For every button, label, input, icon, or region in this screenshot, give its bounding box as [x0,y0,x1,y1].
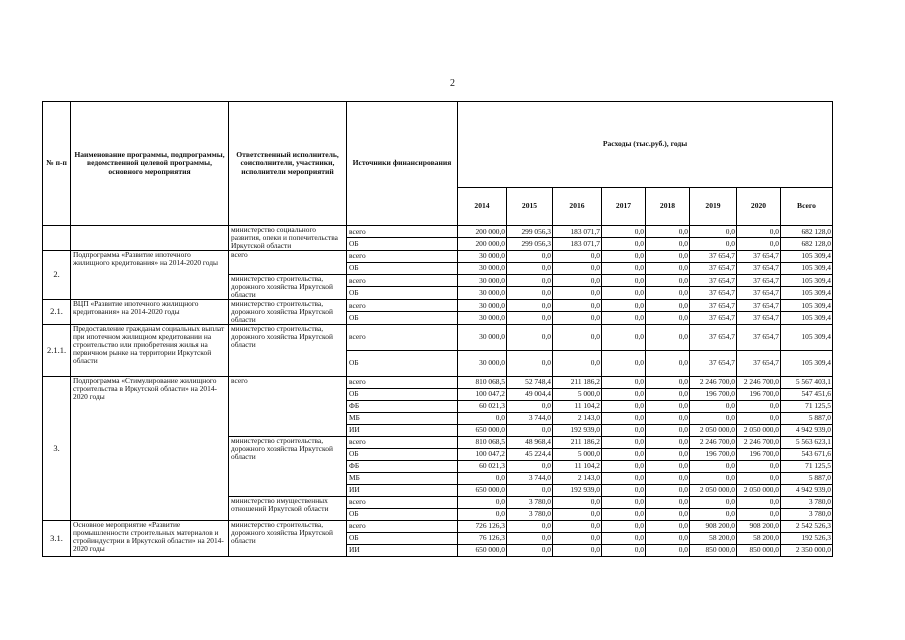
amount-cell: 2 542 526,3 [781,520,833,532]
amount-cell: 0,0 [602,250,646,262]
funding-source: ИИ [347,484,458,496]
amount-cell: 0,0 [646,287,690,299]
amount-cell: 196 700,0 [737,448,781,460]
amount-cell: 5 567 403,1 [781,376,833,388]
header-year: 2017 [602,188,646,226]
amount-cell: 105 309,4 [781,350,833,376]
funding-source: ОБ [347,262,458,274]
amount-cell: 37 654,7 [690,350,737,376]
funding-source: всего [347,274,458,286]
amount-cell: 0,0 [602,299,646,311]
program-name [71,226,229,251]
amount-cell: 908 200,0 [690,520,737,532]
amount-cell: 682 128,0 [781,226,833,238]
amount-cell: 0,0 [507,262,553,274]
amount-cell: 0,0 [602,238,646,250]
header-funding-source: Источники финансирования [347,102,458,226]
amount-cell: 48 968,4 [507,436,553,448]
amount-cell: 0,0 [646,424,690,436]
amount-cell: 0,0 [646,376,690,388]
amount-cell: 2 246 700,0 [737,436,781,448]
amount-cell: 2 050 000,0 [690,424,737,436]
amount-cell: 3 780,0 [507,508,553,520]
amount-cell: 5 887,0 [781,412,833,424]
page-number: 2 [450,78,455,89]
funding-source: ОБ [347,312,458,324]
funding-source: ИИ [347,544,458,556]
amount-cell: 0,0 [602,262,646,274]
funding-source: ОБ [347,448,458,460]
header-year: Всего [781,188,833,226]
amount-cell: 650 000,0 [458,544,507,556]
amount-cell: 37 654,7 [737,262,781,274]
amount-cell: 0,0 [507,350,553,376]
amount-cell: 192 939,0 [553,484,602,496]
funding-source: всего [347,436,458,448]
amount-cell: 37 654,7 [690,262,737,274]
funding-source: всего [347,520,458,532]
amount-cell: 0,0 [737,460,781,472]
funding-source: всего [347,496,458,508]
amount-cell: 30 000,0 [458,299,507,311]
amount-cell: 37 654,7 [737,312,781,324]
amount-cell: 0,0 [737,496,781,508]
amount-cell: 0,0 [602,376,646,388]
amount-cell: 547 451,6 [781,388,833,400]
amount-cell: 30 000,0 [458,350,507,376]
amount-cell: 0,0 [507,400,553,412]
amount-cell: 0,0 [602,460,646,472]
amount-cell: 543 671,6 [781,448,833,460]
executor-name: министерство строительства, дорожного хозяйства Иркутской области [229,274,347,299]
amount-cell: 60 021,3 [458,460,507,472]
amount-cell: 299 056,3 [507,226,553,238]
header-year: 2018 [646,188,690,226]
header-num: № п-п [43,102,71,226]
amount-cell: 58 200,0 [690,532,737,544]
amount-cell: 0,0 [646,460,690,472]
executor-name: министерство строительства, дорожного хозяйства Иркутской области [229,324,347,376]
amount-cell: 196 700,0 [690,448,737,460]
amount-cell: 30 000,0 [458,312,507,324]
amount-cell: 0,0 [602,508,646,520]
program-name: Подпрограмма «Стимулирование жилищного строительства в Иркутской области» на 2014-2020 годы [71,376,229,520]
amount-cell: 0,0 [690,400,737,412]
amount-cell: 37 654,7 [690,250,737,262]
amount-cell: 49 004,4 [507,388,553,400]
amount-cell: 192 939,0 [553,424,602,436]
amount-cell: 100 047,2 [458,388,507,400]
amount-cell: 0,0 [553,508,602,520]
funding-source: ОБ [347,532,458,544]
table-row [43,299,833,311]
amount-cell: 4 942 939,0 [781,424,833,436]
header-expenses: Расходы (тыс.руб.), годы [458,102,833,188]
amount-cell: 0,0 [690,508,737,520]
header-year: 2014 [458,188,507,226]
amount-cell: 682 128,0 [781,238,833,250]
amount-cell: 60 021,3 [458,400,507,412]
header-executor: Ответственный исполнитель, соисполнители, участники, исполнители мероприятий [229,102,347,226]
amount-cell: 0,0 [458,508,507,520]
amount-cell: 45 224,4 [507,448,553,460]
amount-cell: 5 000,0 [553,448,602,460]
table-header [43,102,833,226]
funding-source: всего [347,324,458,350]
amount-cell: 908 200,0 [737,520,781,532]
amount-cell: 211 186,2 [553,436,602,448]
amount-cell: 37 654,7 [690,312,737,324]
amount-cell: 37 654,7 [737,350,781,376]
amount-cell: 3 744,0 [507,412,553,424]
amount-cell: 0,0 [553,250,602,262]
amount-cell: 0,0 [646,226,690,238]
amount-cell: 0,0 [602,388,646,400]
amount-cell: 0,0 [507,484,553,496]
amount-cell: 850 000,0 [690,544,737,556]
amount-cell: 11 104,2 [553,400,602,412]
amount-cell: 0,0 [690,472,737,484]
amount-cell: 0,0 [646,350,690,376]
funding-source: ИИ [347,424,458,436]
amount-cell: 2 050 000,0 [737,484,781,496]
amount-cell: 30 000,0 [458,287,507,299]
amount-cell: 5 000,0 [553,388,602,400]
amount-cell: 2 050 000,0 [737,424,781,436]
amount-cell: 650 000,0 [458,424,507,436]
amount-cell: 105 309,4 [781,287,833,299]
amount-cell: 0,0 [553,312,602,324]
executor-name: министерство строительства, дорожного хозяйства Иркутской области [229,436,347,496]
amount-cell: 52 748,4 [507,376,553,388]
program-name: Основное мероприятие «Развитие промышленности строительных материалов и стройиндустрии в Иркутской области» на 2014-2020 годы [71,520,229,556]
amount-cell: 0,0 [553,520,602,532]
amount-cell: 100 047,2 [458,448,507,460]
program-name: Предоставление гражданам социальных выплат при ипотечном жилищном кредитовании на строительство или приобретения жилья на первичном рынке на территории Иркутской области [71,324,229,376]
amount-cell: 0,0 [690,460,737,472]
header-program-name: Наименование программы, подпрограммы, ведомственной целевой программы, основного мероприятия [71,102,229,226]
amount-cell: 0,0 [602,324,646,350]
amount-cell: 0,0 [553,350,602,376]
amount-cell: 200 000,0 [458,238,507,250]
amount-cell: 71 125,5 [781,400,833,412]
amount-cell: 0,0 [737,472,781,484]
amount-cell: 0,0 [646,250,690,262]
amount-cell: 0,0 [553,496,602,508]
amount-cell: 2 050 000,0 [690,484,737,496]
amount-cell: 4 942 939,0 [781,484,833,496]
amount-cell: 0,0 [602,496,646,508]
funding-source: всего [347,250,458,262]
funding-source: МБ [347,472,458,484]
amount-cell: 0,0 [646,448,690,460]
amount-cell: 37 654,7 [737,274,781,286]
amount-cell: 0,0 [646,388,690,400]
amount-cell: 0,0 [646,484,690,496]
funding-source: всего [347,226,458,238]
amount-cell: 0,0 [646,238,690,250]
amount-cell: 0,0 [507,312,553,324]
amount-cell: 0,0 [602,424,646,436]
amount-cell: 0,0 [602,520,646,532]
amount-cell: 183 071,7 [553,238,602,250]
amount-cell: 0,0 [690,238,737,250]
amount-cell: 0,0 [646,532,690,544]
amount-cell: 37 654,7 [690,274,737,286]
amount-cell: 0,0 [737,412,781,424]
amount-cell: 0,0 [507,424,553,436]
amount-cell: 0,0 [507,532,553,544]
amount-cell: 0,0 [602,544,646,556]
row-number [43,226,71,251]
amount-cell: 0,0 [602,350,646,376]
amount-cell: 30 000,0 [458,274,507,286]
amount-cell: 0,0 [646,324,690,350]
amount-cell: 71 125,5 [781,460,833,472]
amount-cell: 0,0 [553,262,602,274]
amount-cell: 0,0 [458,412,507,424]
amount-cell: 200 000,0 [458,226,507,238]
amount-cell: 0,0 [602,532,646,544]
amount-cell: 0,0 [602,484,646,496]
program-name: ВЦП «Развитие ипотечного жилищного кредитования» на 2014-2020 годы [71,299,229,324]
header-year: 2020 [737,188,781,226]
funding-source: ФБ [347,460,458,472]
row-number: 3.1. [43,520,71,556]
amount-cell: 37 654,7 [737,299,781,311]
funding-source: ОБ [347,238,458,250]
amount-cell: 105 309,4 [781,250,833,262]
amount-cell: 2 246 700,0 [690,436,737,448]
amount-cell: 0,0 [553,544,602,556]
amount-cell: 0,0 [602,400,646,412]
amount-cell: 0,0 [507,460,553,472]
amount-cell: 0,0 [646,472,690,484]
table-row [43,520,833,532]
header-year: 2019 [690,188,737,226]
amount-cell: 3 780,0 [507,496,553,508]
amount-cell: 0,0 [646,262,690,274]
amount-cell: 650 000,0 [458,484,507,496]
amount-cell: 0,0 [602,472,646,484]
amount-cell: 810 068,5 [458,376,507,388]
funding-source: ОБ [347,287,458,299]
funding-source: всего [347,299,458,311]
amount-cell: 0,0 [507,324,553,350]
amount-cell: 30 000,0 [458,250,507,262]
amount-cell: 37 654,7 [737,287,781,299]
header-year: 2015 [507,188,553,226]
table-row [43,376,833,388]
funding-source: всего [347,376,458,388]
amount-cell: 3 744,0 [507,472,553,484]
amount-cell: 810 068,5 [458,436,507,448]
amount-cell: 37 654,7 [690,324,737,350]
amount-cell: 58 200,0 [737,532,781,544]
amount-cell: 0,0 [553,274,602,286]
funding-source: ФБ [347,400,458,412]
amount-cell: 0,0 [602,312,646,324]
amount-cell: 105 309,4 [781,324,833,350]
expenses-table [42,101,833,557]
header-year: 2016 [553,188,602,226]
table-row [43,324,833,350]
amount-cell: 0,0 [507,520,553,532]
amount-cell: 3 780,0 [781,496,833,508]
funding-source: ОБ [347,508,458,520]
row-number: 2. [43,250,71,299]
amount-cell: 0,0 [646,312,690,324]
amount-cell: 0,0 [458,472,507,484]
amount-cell: 37 654,7 [690,287,737,299]
executor-name: всего [229,376,347,436]
amount-cell: 0,0 [690,412,737,424]
amount-cell: 0,0 [737,400,781,412]
amount-cell: 850 000,0 [737,544,781,556]
amount-cell: 0,0 [737,226,781,238]
amount-cell: 0,0 [737,508,781,520]
amount-cell: 37 654,7 [737,250,781,262]
amount-cell: 0,0 [646,400,690,412]
table-row [43,226,833,238]
amount-cell: 0,0 [690,496,737,508]
amount-cell: 0,0 [646,274,690,286]
amount-cell: 0,0 [602,226,646,238]
amount-cell: 211 186,2 [553,376,602,388]
amount-cell: 0,0 [602,436,646,448]
executor-name: всего [229,250,347,274]
executor-name: министерство социального развития, опеки и попечительства Иркутской области [229,226,347,251]
amount-cell: 0,0 [602,448,646,460]
program-name: Подпрограмма «Развитие ипотечного жилищного кредитования» на 2014-2020 годы [71,250,229,299]
executor-name: министерство имущественных отношений Иркутской области [229,496,347,520]
row-number: 2.1.1. [43,324,71,376]
amount-cell: 2 246 700,0 [690,376,737,388]
amount-cell: 37 654,7 [737,324,781,350]
amount-cell: 105 309,4 [781,312,833,324]
funding-source: ОБ [347,388,458,400]
amount-cell: 0,0 [646,544,690,556]
amount-cell: 0,0 [602,412,646,424]
amount-cell: 0,0 [458,496,507,508]
funding-source: ОБ [347,350,458,376]
amount-cell: 299 056,3 [507,238,553,250]
executor-name: министерство строительства, дорожного хозяйства Иркутской области [229,520,347,556]
amount-cell: 37 654,7 [690,299,737,311]
amount-cell: 0,0 [553,287,602,299]
amount-cell: 0,0 [737,238,781,250]
amount-cell: 0,0 [507,274,553,286]
amount-cell: 0,0 [507,544,553,556]
amount-cell: 0,0 [553,324,602,350]
amount-cell: 0,0 [690,226,737,238]
amount-cell: 196 700,0 [737,388,781,400]
amount-cell: 0,0 [507,299,553,311]
amount-cell: 30 000,0 [458,262,507,274]
amount-cell: 11 104,2 [553,460,602,472]
amount-cell: 3 780,0 [781,508,833,520]
amount-cell: 0,0 [646,508,690,520]
amount-cell: 0,0 [602,274,646,286]
amount-cell: 30 000,0 [458,324,507,350]
row-number: 3. [43,376,71,520]
amount-cell: 0,0 [646,496,690,508]
executor-name: министерство строительства, дорожного хозяйства Иркутской области [229,299,347,324]
amount-cell: 76 126,3 [458,532,507,544]
amount-cell: 0,0 [646,436,690,448]
amount-cell: 105 309,4 [781,274,833,286]
row-number: 2.1. [43,299,71,324]
amount-cell: 2 246 700,0 [737,376,781,388]
amount-cell: 5 563 623,1 [781,436,833,448]
funding-source: МБ [347,412,458,424]
amount-cell: 2 143,0 [553,472,602,484]
amount-cell: 192 526,3 [781,532,833,544]
amount-cell: 2 350 000,0 [781,544,833,556]
amount-cell: 0,0 [553,532,602,544]
amount-cell: 0,0 [507,250,553,262]
table-row [43,250,833,262]
amount-cell: 0,0 [646,412,690,424]
amount-cell: 726 126,3 [458,520,507,532]
amount-cell: 5 887,0 [781,472,833,484]
amount-cell: 105 309,4 [781,299,833,311]
amount-cell: 196 700,0 [690,388,737,400]
amount-cell: 105 309,4 [781,262,833,274]
amount-cell: 183 071,7 [553,226,602,238]
table-body [43,226,833,557]
amount-cell: 2 143,0 [553,412,602,424]
amount-cell: 0,0 [646,299,690,311]
amount-cell: 0,0 [602,287,646,299]
amount-cell: 0,0 [507,287,553,299]
amount-cell: 0,0 [646,520,690,532]
amount-cell: 0,0 [553,299,602,311]
